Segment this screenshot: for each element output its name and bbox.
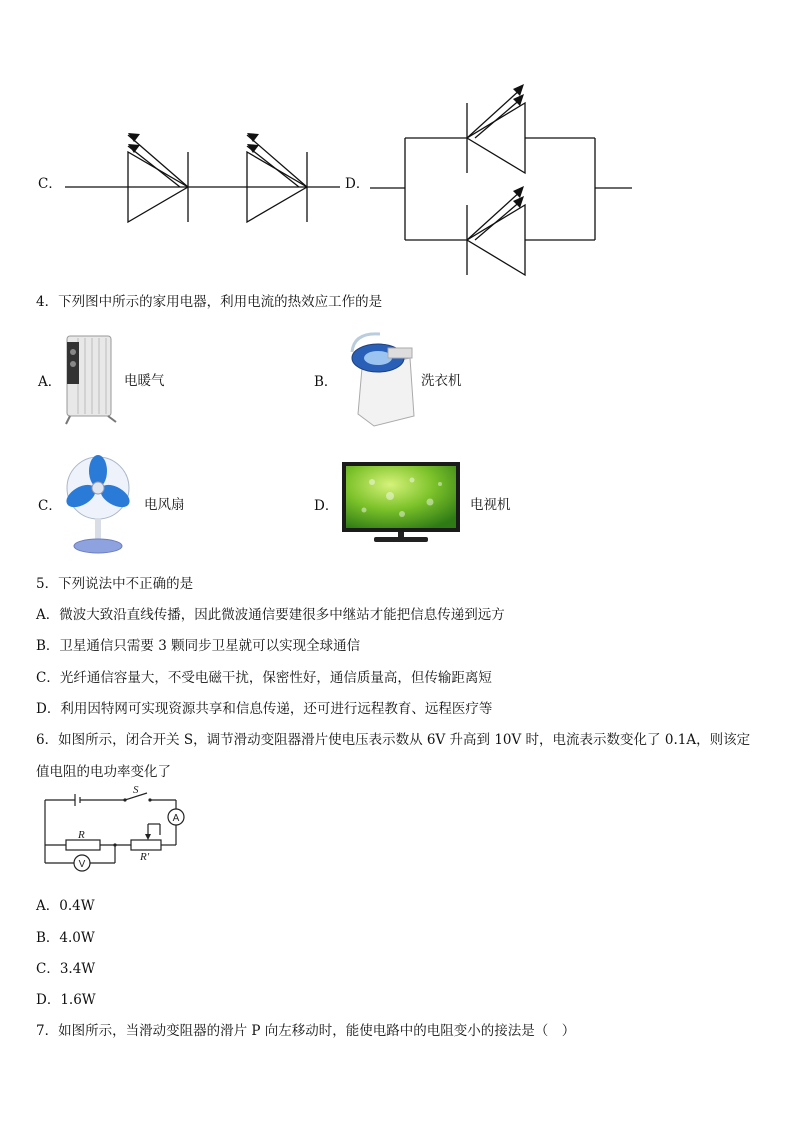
q4-option-d-label[interactable]: D．: [314, 498, 339, 514]
switch-label: S: [133, 784, 139, 796]
q3-option-c-label[interactable]: C．: [38, 176, 62, 192]
q4-option-a-label[interactable]: A．: [38, 374, 62, 390]
q6-option-a[interactable]: A．0.4W: [36, 898, 95, 914]
ammeter-label: A: [172, 813, 180, 824]
q4-option-b-label[interactable]: B．: [314, 374, 338, 390]
q4-option-d-caption: 电视机: [470, 497, 511, 513]
q6-option-c[interactable]: C．3.4W: [36, 961, 96, 977]
q4-option-b-caption: 洗衣机: [421, 373, 462, 389]
q6-option-d[interactable]: D．1.6W: [36, 992, 96, 1008]
q7-stem: 7．如图所示，当滑动变阻器的滑片 P 向左移动时，能使电路中的电阻变小的接法是（ ）: [36, 1023, 576, 1039]
q6-option-b[interactable]: B．4.0W: [36, 930, 95, 946]
voltmeter-label: V: [78, 859, 86, 870]
q5-option-d[interactable]: D．利用因特网可实现资源共享和信息传递，还可进行远程教育、远程医疗等: [36, 701, 493, 717]
q6-stem-line2: 值电阻的电功率变化了: [36, 764, 171, 780]
resistor-label: R: [78, 829, 85, 841]
rheostat-label: R′: [140, 851, 150, 863]
q4-stem: 4．下列图中所示的家用电器，利用电流的热效应工作的是: [36, 294, 383, 310]
q4-option-c-label[interactable]: C．: [38, 498, 62, 514]
q5-option-b[interactable]: B．卫星通信只需要 3 颗同步卫星就可以实现全球通信: [36, 638, 361, 654]
q5-option-a[interactable]: A．微波大致沿直线传播，因此微波通信要建很多中继站才能把信息传递到远方: [36, 607, 505, 623]
q5-stem: 5．下列说法中不正确的是: [36, 576, 194, 592]
q6-stem-line1: 6．如图所示，闭合开关 S，调节滑动变阻器滑片使电压表示数从 6V 升高到 10V 时，电流表示数变化了 0.1A，则该定: [36, 732, 751, 748]
q4-option-c-caption: 电风扇: [144, 497, 185, 513]
q3-option-d-label[interactable]: D．: [345, 176, 370, 192]
q4-option-a-caption: 电暖气: [124, 373, 165, 389]
q5-option-c[interactable]: C．光纤通信容量大，不受电磁干扰，保密性好，通信质量高，但传输距离短: [36, 670, 492, 686]
